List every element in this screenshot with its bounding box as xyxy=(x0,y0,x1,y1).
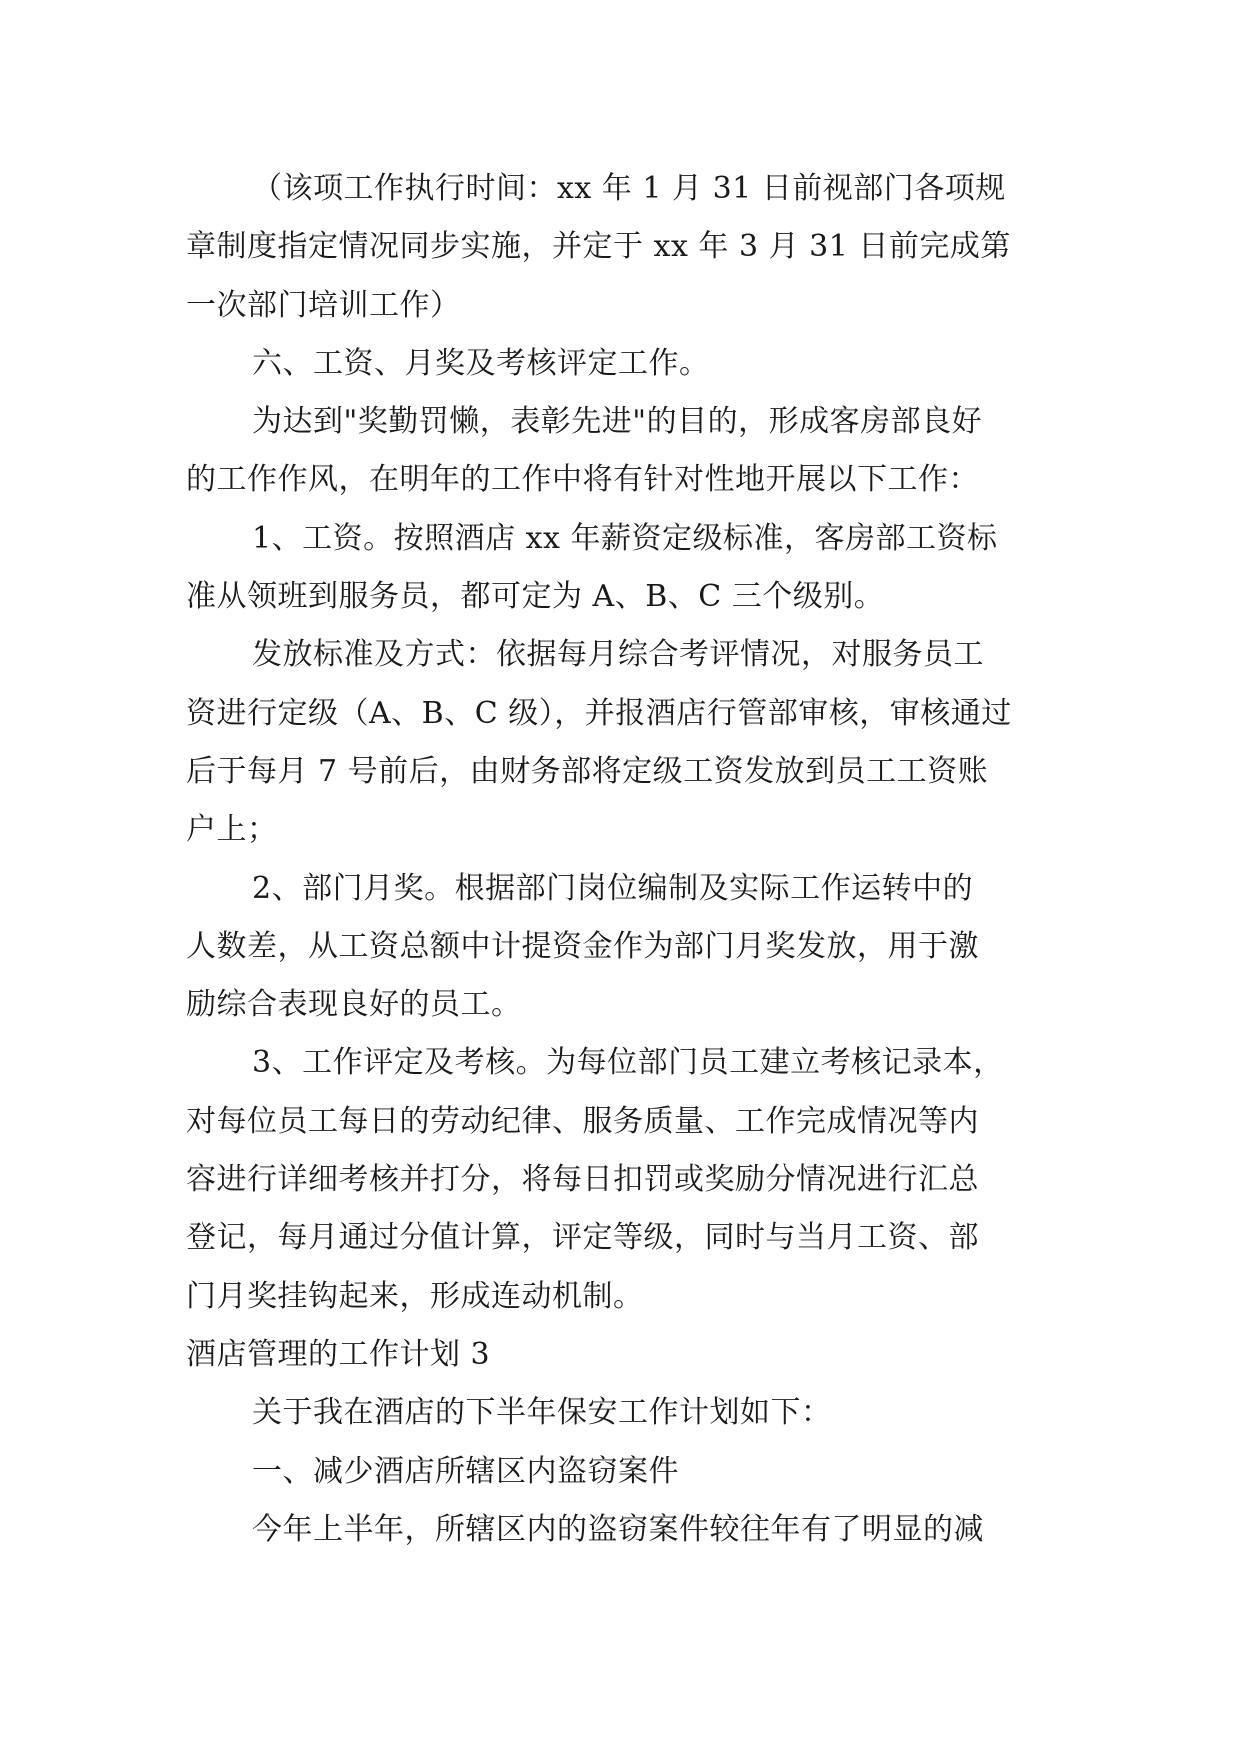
text-line: 的工作作风，在明年的工作中将有针对性地开展以下工作： xyxy=(186,462,979,498)
text-line: 资进行定级（A、B、C 级），并报酒店行管部审核，审核通过 xyxy=(186,695,1012,731)
section-heading: 一、减少酒店所辖区内盗窃案件 xyxy=(252,1453,679,1489)
text-line: 门月奖挂钩起来，形成连动机制。 xyxy=(186,1278,644,1314)
document-body xyxy=(186,160,1066,1559)
text-line: 章制度指定情况同步实施，并定于 xx 年 3 月 31 日前完成第 xyxy=(186,229,1011,265)
text-line: 1、工资。按照酒店 xx 年薪资定级标准，客房部工资标 xyxy=(252,520,998,556)
text-line: 准从领班到服务员，都可定为 A、B、C 三个级别。 xyxy=(186,579,885,615)
text-line: 容进行详细考核并打分，将每日扣罚或奖励分情况进行汇总 xyxy=(186,1162,979,1198)
text-line: 励综合表现良好的员工。 xyxy=(186,987,522,1023)
text-line: 发放标准及方式：依据每月综合考评情况，对服务员工 xyxy=(252,637,984,673)
text-line: 户上； xyxy=(186,812,278,848)
text-line: 关于我在酒店的下半年保安工作计划如下： xyxy=(252,1395,832,1431)
text-line: 后于每月 7 号前后，由财务部将定级工资发放到员工工资账 xyxy=(186,753,989,789)
text-line: 2、部门月奖。根据部门岗位编制及实际工作运转中的 xyxy=(252,870,974,906)
text-line: 一次部门培训工作） xyxy=(186,287,461,323)
text-line: 3、工作评定及考核。为每位部门员工建立考核记录本， xyxy=(252,1045,1004,1081)
text-line: 今年上半年，所辖区内的盗窃案件较往年有了明显的减 xyxy=(252,1511,984,1547)
text-line: 对每位员工每日的劳动纪律、服务质量、工作完成情况等内 xyxy=(186,1103,979,1139)
text-line: 登记，每月通过分值计算，评定等级，同时与当月工资、部 xyxy=(186,1220,979,1256)
text-line: （该项工作执行时间：xx 年 1 月 31 日前视部门各项规 xyxy=(252,171,1006,206)
text-line: 为达到"奖勤罚懒，表彰先进"的目的，形成客房部良好 xyxy=(252,404,983,440)
document-heading: 酒店管理的工作计划 3 xyxy=(186,1336,491,1372)
text-line: 人数差，从工资总额中计提资金作为部门月奖发放，用于激 xyxy=(186,928,979,964)
section-heading: 六、工资、月奖及考核评定工作。 xyxy=(252,345,710,381)
